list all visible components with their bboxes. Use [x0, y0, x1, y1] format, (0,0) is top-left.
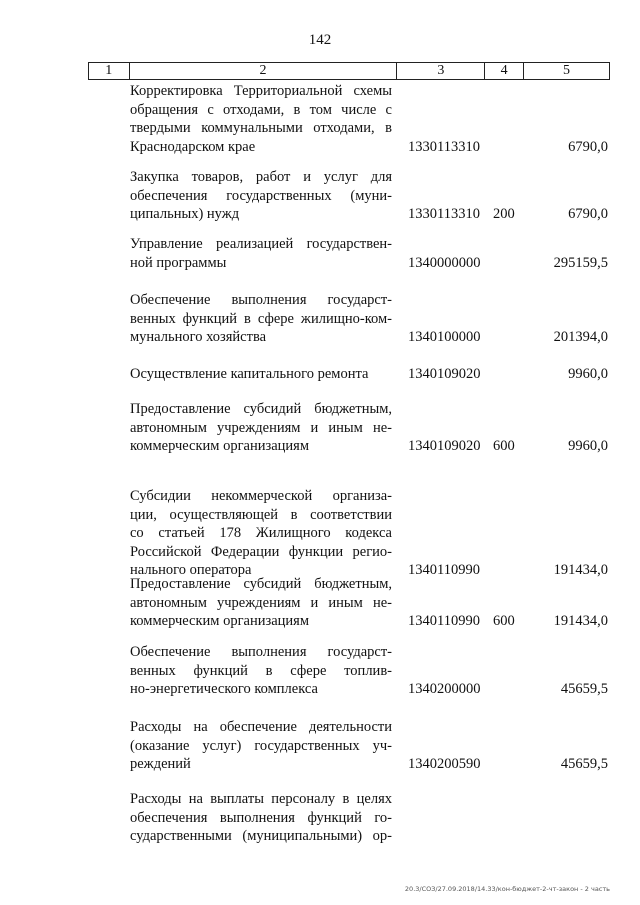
description-line: реждений [130, 756, 191, 772]
description-line: Предоставление субсидий бюджетным, [130, 401, 392, 417]
description-line: Российской Федерации функции регио- [130, 543, 392, 560]
row-amount: 6790,0 [568, 138, 608, 155]
description-line: ципальных) нужд [130, 206, 240, 222]
description-line: Корректировка Территориальной схемы [130, 83, 392, 99]
description-line: Расходы на выплаты персоналу в целях [130, 791, 392, 807]
column-header-1: 1 [89, 63, 130, 80]
description-line: обеспечения выполнения функций го- [130, 809, 392, 826]
description-line: Обеспечение выполнения государст- [130, 292, 392, 308]
description-line: обращения с отходами, в том числе с [130, 101, 392, 118]
page-number: 142 [308, 32, 332, 48]
row-description [130, 718, 392, 774]
row-amount: 201394,0 [553, 329, 608, 345]
description-line: коммерческим организациям [130, 438, 310, 454]
description-line: венных функций в сфере топлив- [130, 662, 392, 679]
row-description [130, 643, 392, 699]
description-line: автономным учреждениям и иным не- [130, 419, 392, 436]
description-line: коммерческим организациям [130, 613, 310, 629]
column-header-4: 4 [485, 63, 524, 80]
row-code: 1340200590 [408, 756, 481, 772]
row-amount: 295159,5 [553, 254, 608, 271]
row-code: 1340200000 [408, 681, 481, 697]
description-line: (оказание услуг) государственных уч- [130, 737, 392, 754]
row-code: 1340110990 [408, 562, 480, 578]
description-line: обеспечения государственных (муни- [130, 187, 392, 204]
row-description [130, 235, 392, 272]
row-expense-type: 200 [493, 206, 515, 222]
row-description [130, 82, 392, 156]
description-line: автономным учреждениям и иным не- [130, 594, 392, 611]
row-code: 1340109020 [408, 438, 481, 454]
description-line: Предоставление субсидий бюджетным, [130, 576, 392, 592]
description-line: со статьей 178 Жилищного кодекса [130, 525, 392, 541]
row-amount: 9960,0 [568, 438, 608, 454]
row-description [130, 168, 392, 224]
document-footer: 20.3/СОЗ/27.09.2018/14.33/кон-бюджет-2-чт-закон - 2 часть [404, 885, 610, 893]
row-code: 1330113310 [408, 206, 480, 222]
row-amount: 45659,5 [560, 756, 608, 772]
description-line: Краснодарском крае [130, 138, 256, 155]
description-line: Обеспечение выполнения государст- [130, 644, 392, 660]
row-amount: 6790,0 [568, 206, 608, 222]
column-header-2: 2 [129, 63, 397, 80]
description-line: ной программы [130, 254, 227, 271]
description-line: но-энергетического комплекса [130, 681, 318, 697]
row-expense-type: 600 [493, 613, 515, 629]
row-code: 1340109020 [408, 366, 481, 382]
description-line: венных функций в сфере жилищно-ком- [130, 310, 392, 327]
row-amount: 191434,0 [553, 613, 608, 629]
description-line: Осуществление капитального ремонта [130, 366, 369, 382]
column-header-3: 3 [397, 63, 485, 80]
description-line: твердыми коммунальными отходами, в [130, 120, 392, 136]
description-line: ции, осуществляющей в соответствии [130, 506, 392, 523]
row-amount: 45659,5 [560, 681, 608, 697]
description-line: Закупка товаров, работ и услуг для [130, 169, 392, 185]
row-amount: 9960,0 [568, 366, 608, 382]
row-description [130, 400, 392, 456]
column-header-table [88, 62, 610, 80]
description-line: Субсидии некоммерческой организа- [130, 488, 392, 504]
column-header-5: 5 [523, 63, 609, 80]
description-line: Расходы на обеспечение деятельности [130, 719, 392, 735]
row-description [130, 575, 392, 631]
row-expense-type: 600 [493, 438, 515, 454]
row-code: 1340100000 [408, 329, 481, 345]
row-description [130, 291, 392, 347]
description-line: сударственными (муниципальными) ор- [130, 828, 392, 844]
row-amount: 191434,0 [553, 562, 608, 578]
row-code: 1340000000 [408, 254, 481, 271]
row-code: 1340110990 [408, 613, 480, 629]
description-line: Управление реализацией государствен- [130, 236, 392, 252]
description-line: нального оператора [130, 562, 252, 578]
row-code: 1330113310 [408, 138, 480, 155]
row-description [130, 790, 392, 846]
description-line: мунального хозяйства [130, 329, 267, 345]
row-description [130, 487, 392, 580]
row-description [130, 365, 392, 384]
